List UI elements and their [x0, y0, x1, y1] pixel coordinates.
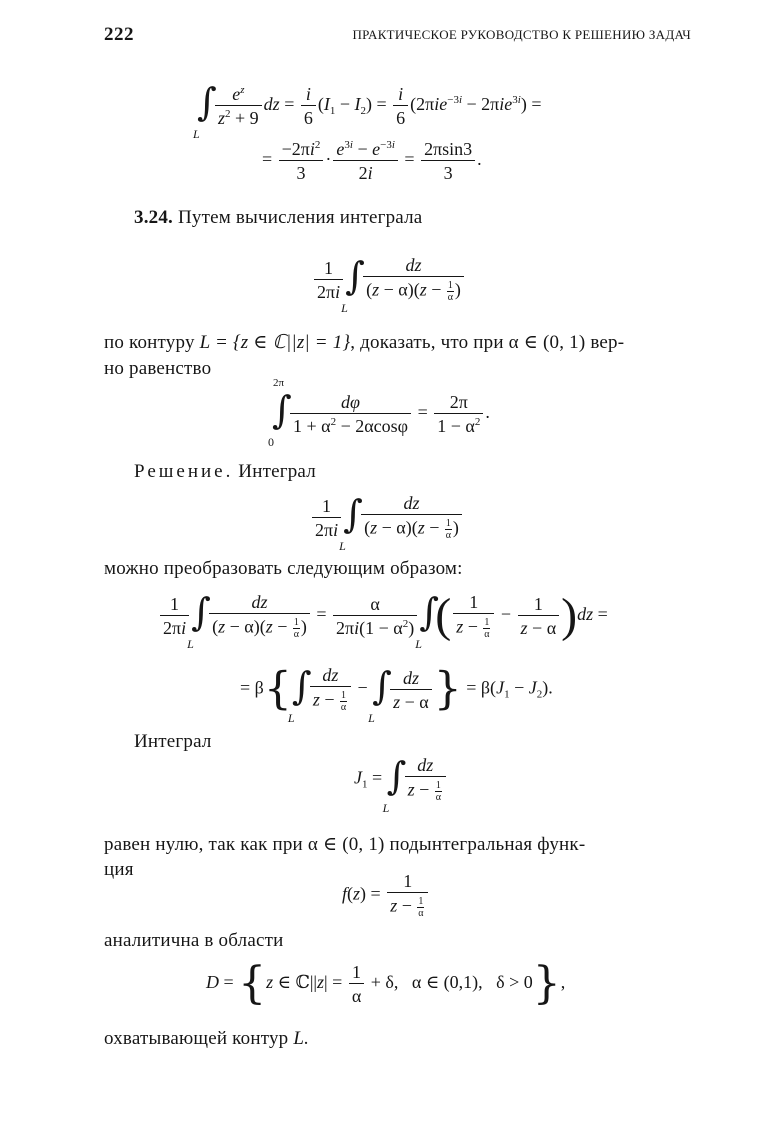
solution-label: Решение.: [134, 461, 234, 482]
equation-partial-fractions: $\frac{1}{2\pi i}$ ∫ L dz (z − α)(z − $\frac{1}{\alpha}$ ) = $\frac{\alpha}{2\pi i(1 - \alpha^2)}$ ∫ L ( 1 z − $\frac{1}{\alpha}$ − $\frac{1}{z - \alpha}$ )dz =: [158, 592, 608, 640]
equation-fz: f(z) = 1 z − $\frac{1}{\alpha}$: [342, 872, 430, 919]
equation-integral-result: ∫ L $\frac{e^z}{z^2 + 9}$ dz = $\frac{i}{6}$ $(I_1 - I_2)$ = $\frac{i}{6}$ (2πie$^{-3i}$ − 2πie$^{3i}$) =: [193, 80, 542, 141]
contour-definition: L = {z ∈ ℂ||z| = 1}: [199, 332, 351, 353]
covering-text: охватывающей контур L.: [104, 1028, 310, 1049]
zero-text-line: равен нулю, так как при α ∈ (0, 1) подынтегральная функ-: [104, 834, 586, 855]
zero-text-continued: ция: [104, 859, 134, 880]
equation-integral-continuation: = $\frac{-2\pi i^2}{3}$ · $\frac{e^{3i} - e^{-3i}}{2i}$ = $\frac{2\pi\sin 3}{3}$ .: [262, 139, 482, 183]
page-number: 222: [104, 24, 134, 45]
problem-statement: [134, 206, 422, 230]
contour-text-continued: но равенство: [104, 358, 212, 379]
problem-intro: Путем вычисления интеграла: [177, 207, 423, 228]
transform-text: можно преобразовать следующим образом:: [104, 558, 463, 579]
equation-problem-integral: $\frac{1}{2\pi i}$ ∫ L dz (z − α)(z − $\frac{1}{\alpha}$ ): [312, 256, 466, 303]
equation-j1: $J_1$ = ∫ L dz z − $\frac{1}{\alpha}$: [354, 756, 448, 803]
running-title: ПРАКТИЧЕСКОЕ РУКОВОДСТВО К РЕШЕНИЮ ЗАДАЧ: [352, 27, 691, 42]
problem-label: 3.24.: [134, 207, 173, 228]
equation-domain: D = {z ∈ ℂ||z| = $\frac{1}{\alpha}$ + δ, α ∈ (0,1), δ > 0},: [206, 958, 566, 1009]
contour-text-line: по контуру L = {z ∈ ℂ||z| = 1}, доказать, что при α ∈ (0, 1) вер-: [104, 332, 625, 353]
equation-identity: 2π ∫ 0 $\frac{d\varphi}{1 + \alpha^2 - 2\alpha\cos\varphi}$ = $\frac{2\pi}{1 - \alpha^2}$ .: [268, 377, 490, 449]
integral-word: Интеграл: [134, 731, 212, 752]
equation-solution-integral: $\frac{1}{2\pi i}$ ∫ L dz (z − α)(z − $\frac{1}{\alpha}$ ): [310, 494, 464, 541]
equation-beta-form: = β{ ∫ L dz z − $\frac{1}{\alpha}$ − ∫ L $\frac{dz}{z - \alpha}$ } = $\beta(J_1 - J_2)$.: [240, 663, 553, 725]
analytic-text: аналитична в области: [104, 930, 284, 951]
solution-heading: Решение. Интеграл: [134, 461, 316, 482]
